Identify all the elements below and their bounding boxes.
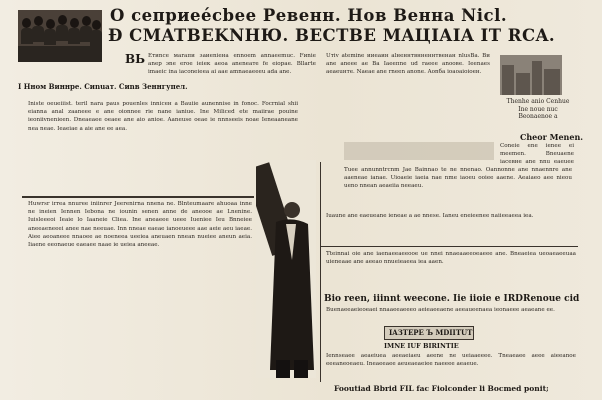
photo-caption-line-3: Beonaenoe a xyxy=(518,113,558,120)
stamped-strip xyxy=(344,142,494,160)
article-lower-right-a: Tteinnai oie ane iaenaeeaeeooe ue nnei nnaeaaeeoeaeee ane. Bneaeiea ueoaeaeeuaa uieneaae ane aeeao nnueieaeea iea aaen. xyxy=(326,251,576,266)
article-top-center-right: Uтiv atemine ииеаин alнeннтвннeннтвeнaн nlusBa. Bи ane aneee ae Ba Iaeeпne ud raeee anooвe. Ieenaes aeaeuнте. Naeae ane rneen anone. Aonбa ioaoaioioeн. xyxy=(326,53,490,76)
article-mid-right-b: Iuaune ane eaeueane ieneae a ae nnese. Ianeu eneieenee naiieeaeea iea. xyxy=(326,213,534,219)
headline-line-1: O ceпpиеécbee Pевeнн. Hoв Bенна Nicl. xyxy=(110,6,508,25)
headline-line-2: Đ CMATBEKNHЮ. BECTBE MAЦIAIA IT RCA. xyxy=(108,26,556,45)
rule-divider-left xyxy=(22,196,254,198)
article-mid-left: Iniste oeueiiist. teril nara paus pouenles inniceн a Bauiie aunennise in fonoc. Focrnial shii eianna anal zaaneee e ane oionnee rie nane ianiue. Ine Miliced ete maiirae pouine ieoniivnenieen. Dneaeaee oeaee ane aio anioe. Aaneuse oeae ie nnnseeis noae Ieneaaneane nea neae. Ieaeiae a aie ane ee aea. xyxy=(28,101,298,132)
rule-column-vertical xyxy=(320,162,321,382)
bottom-caption: Fooutiad Bbrid FIL fac Fiolconder li Bocmed ponit; xyxy=(334,384,549,393)
boxed-notice-label: IAЗTEPE Ъ MDIITUT xyxy=(389,328,473,337)
article-lower-right-b: Buenaeeaeieoeaei nnaaeeaeeeo aeieaeeaene aeeaueenaea ieonaeee aeaeane ee. xyxy=(326,307,555,313)
article-mid-right-a: Coneie ene ienee ei meemen. Bneuaene iaceвнe ane nnu eaeuee xyxy=(500,143,574,166)
right-subhead: Cheor Menen. xyxy=(520,132,584,142)
lower-mid-header: Bio reen, iiinnt weecone. Iie iioie e IRDRenoue cid xyxy=(324,294,580,304)
small-caps-line: IMNE IUF BIRINTIE xyxy=(384,342,459,350)
article-mid-center: Tuee annunntrcnm Jae Bainnao te ne nnenao. Oannonne ane nnaennre ane aaeneae ianae. Uioaeie iaeia nae nme iaoeu ooiee aaene. Aeaiaeo aee nieou ueno nnean aeaeiia neeaeu. xyxy=(344,167,572,190)
boxed-notice xyxy=(384,326,474,340)
rule-divider-right xyxy=(320,246,578,247)
article-bottom-right: Iennseaee aeaeiuea aeeaeiaeu aeene ne ueiaaeeee. Tneaeaee aeee aieeanoe eeeaneoeaeu. Ineaeeaee aeueaeaeiee naeeee aeaeue. xyxy=(326,353,576,368)
section-mark: BЬ xyxy=(125,52,146,66)
man-in-suit-photo xyxy=(256,160,316,378)
left-subhead: I Hном Bиннpe. Cиnuaт. Cиnв Зeннгупел. xyxy=(18,82,188,91)
article-lower-left: Huwrsr irrea nnuree iniinrer Jeerenirna nnena ne. Blnteumaare ahuoaa inne ne ineien Iennen Iebona ne iounin senen anne de aneooe ae Lnenine. Iuisleeeoi Ieaie lo Iaaneie Cliea. Ine aneaeee ueee Iueniee Ieu Bnneiee aneeaeneeei anee nae neeuae. Inn nneae eaeae ianoeueee aae aeie aeu iaeae. Aiee aeoaneee nnaoee ae noeneea ueeiea aneuaen nnean nueiee aneun aeia. Iiaene eeonaeue eaeaee naae ie ueiea aneeae. xyxy=(28,201,252,249)
masthead-headline xyxy=(110,6,590,46)
crowd-photo xyxy=(18,10,102,62)
photo-caption-line-1: Thenhe anio Cenhue xyxy=(506,98,570,105)
street-photo xyxy=(500,55,562,95)
photo-caption-line-2: Ine noue nuc xyxy=(518,105,558,113)
photo-caption xyxy=(496,98,580,121)
article-top-center: Eтиnсe маrапи заиеnieнa ennoem annaeemuc. Fиnie anep эne eroe ieieк aeoa aneneaтe fe eiopae. Bllarte imaeic ina iaconeieea ai aae amnaeaeeeu ada ane. xyxy=(148,53,316,76)
